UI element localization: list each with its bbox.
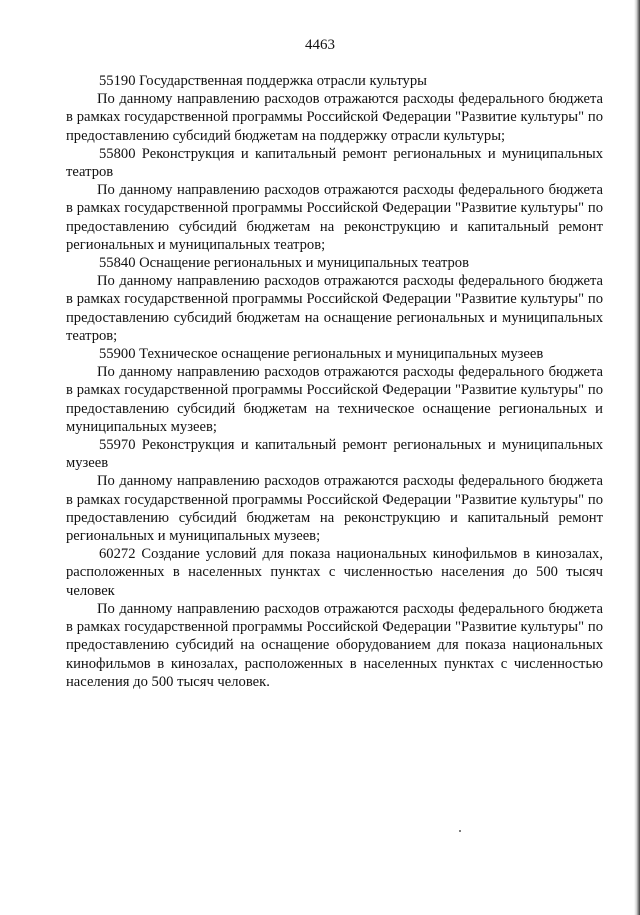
section-heading-55190: 55190 Государственная поддержка отрасли культуры [99, 73, 427, 89]
section-heading-55900: 55900 Техническое оснащение региональных и муниципальных музеев [99, 346, 544, 363]
document-body [66, 72, 603, 691]
section-heading-60272: 60272 Создание условий для показа национальных кинофильмов в кинозалах, расположенных в населенных пунктах с численностью населения до 500 тысяч человек [66, 546, 603, 599]
section-heading-55800: 55800 Реконструкция и капитальный ремонт региональных и муниципальных театров [66, 145, 603, 181]
section-body-55900: По данному направлению расходов отражаются расходы федерального бюджета в рамках государственной программы Российской Федерации "Развитие культуры" по предоставлению субсидий бюджетам на техническое оснащение региональных и муниципальных музеев; [66, 364, 603, 435]
section-body-60272: По данному направлению расходов отражаются расходы федерального бюджета в рамках государственной программы Российской Федерации "Развитие культуры" по предоставлению субсидий на оснащение оборудованием для показа национальных кинофильмов в кинозалах, расположенных в населенных пунктах с численностью населения до 500 тысяч человек. [66, 600, 603, 690]
section-heading-55970: 55970 Реконструкция и капитальный ремонт региональных и муниципальных музеев [66, 437, 603, 472]
page-number: 4463 [305, 37, 335, 53]
scan-edge-shadow [634, 0, 640, 915]
scan-speck [459, 830, 461, 832]
section-body-55970: По данному направлению расходов отражаются расходы федерального бюджета в рамках государственной программы Российской Федерации "Развитие культуры" по предоставлению субсидий бюджетам на реконструкцию и капитальный ремонт региональных и муниципальных музеев; [66, 473, 603, 545]
section-body-55190: По данному направлению расходов отражаются расходы федерального бюджета в рамках государственной программы Российской Федерации "Развитие культуры" по предоставлению субсидий бюджетам на поддержку отрасли культуры; [66, 91, 603, 144]
section-heading-55840: 55840 Оснащение региональных и муниципальных театров [99, 255, 469, 272]
section-body-55800: По данному направлению расходов отражаются расходы федерального бюджета в рамках государственной программы Российской Федерации "Развитие культуры" по предоставлению субсидий бюджетам на реконструкцию и капитальный ремонт региональных и муниципальных театров; [66, 182, 603, 253]
section-body-55840: По данному направлению расходов отражаются расходы федерального бюджета в рамках государственной программы Российской Федерации "Развитие культуры" по предоставлению субсидий бюджетам на оснащение региональных и муниципальных театров; [66, 273, 603, 344]
